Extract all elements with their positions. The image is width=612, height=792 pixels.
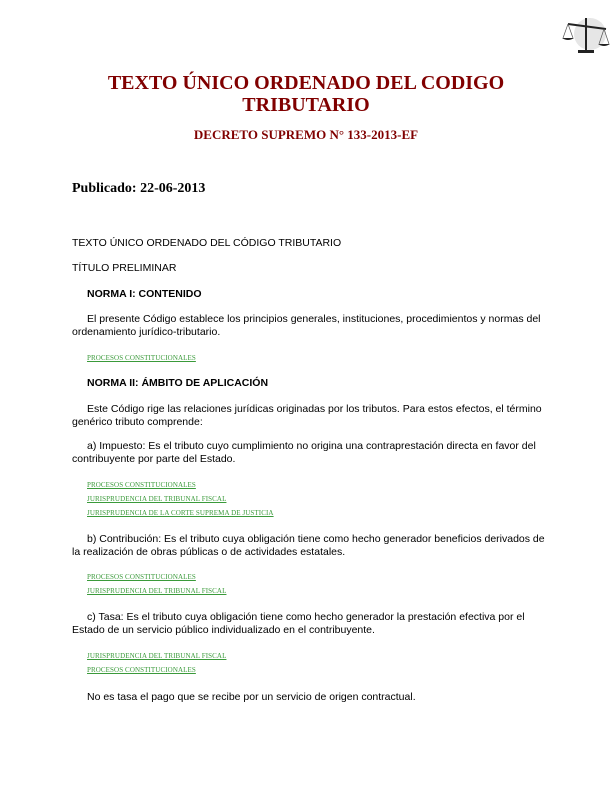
decree-subtitle: DECRETO SUPREMO N° 133-2013-EF	[193, 127, 419, 142]
paragraph: b) Contribución: Es el tributo cuya obligación tiene como hecho generador beneficios derivados de la realización de obras públicas o de actividades estatales.	[72, 533, 545, 558]
paragraph: El presente Código establece los principios generales, instituciones, procedimientos y normas del ordenamiento jurídico-tributario.	[72, 313, 541, 338]
section-heading: TEXTO ÚNICO ORDENADO DEL CÓDIGO TRIBUTARIO	[72, 237, 342, 249]
link-jurisprudencia-tribunal-fiscal[interactable]: JURISPRUDENCIA DEL TRIBUNAL FISCAL	[87, 652, 227, 660]
link-jurisprudencia-tribunal-fiscal[interactable]: JURISPRUDENCIA DEL TRIBUNAL FISCAL	[87, 587, 227, 595]
link-procesos-constitucionales[interactable]: PROCESOS CONSTITUCIONALES	[87, 354, 196, 362]
document-title: TEXTO ÚNICO ORDENADO DEL CODIGO	[107, 72, 505, 94]
title-heading: TÍTULO PRELIMINAR	[72, 262, 177, 274]
link-jurisprudencia-corte-suprema[interactable]: JURISPRUDENCIA DE LA CORTE SUPREMA DE JUSTICIA	[87, 509, 274, 517]
paragraph: a) Impuesto: Es el tributo cuyo cumplimiento no origina una contraprestación directa en favor del contribuyente por parte del Estado.	[72, 440, 536, 465]
document-title-line2: TRIBUTARIO	[242, 94, 370, 116]
norma-2-heading: NORMA II: ÁMBITO DE APLICACIÓN	[87, 377, 269, 389]
paragraph: No es tasa el pago que se recibe por un servicio de origen contractual.	[87, 691, 416, 703]
norma-1-heading: NORMA I: CONTENIDO	[87, 288, 202, 300]
link-jurisprudencia-tribunal-fiscal[interactable]: JURISPRUDENCIA DEL TRIBUNAL FISCAL	[87, 495, 227, 503]
paragraph: c) Tasa: Es el tributo cuya obligación tiene como hecho generador la prestación efectiva por el Estado de un servicio público individualizado en el contribuyente.	[72, 611, 525, 636]
link-procesos-constitucionales[interactable]: PROCESOS CONSTITUCIONALES	[87, 573, 196, 581]
link-procesos-constitucionales[interactable]: PROCESOS CONSTITUCIONALES	[87, 666, 196, 674]
paragraph: Este Código rige las relaciones jurídicas originadas por los tributos. Para estos efectos, el término genérico tributo comprende:	[72, 403, 542, 428]
scales-of-justice-icon	[560, 12, 610, 57]
publication-date: Publicado: 22-06-2013	[72, 181, 206, 196]
link-procesos-constitucionales[interactable]: PROCESOS CONSTITUCIONALES	[87, 481, 196, 489]
